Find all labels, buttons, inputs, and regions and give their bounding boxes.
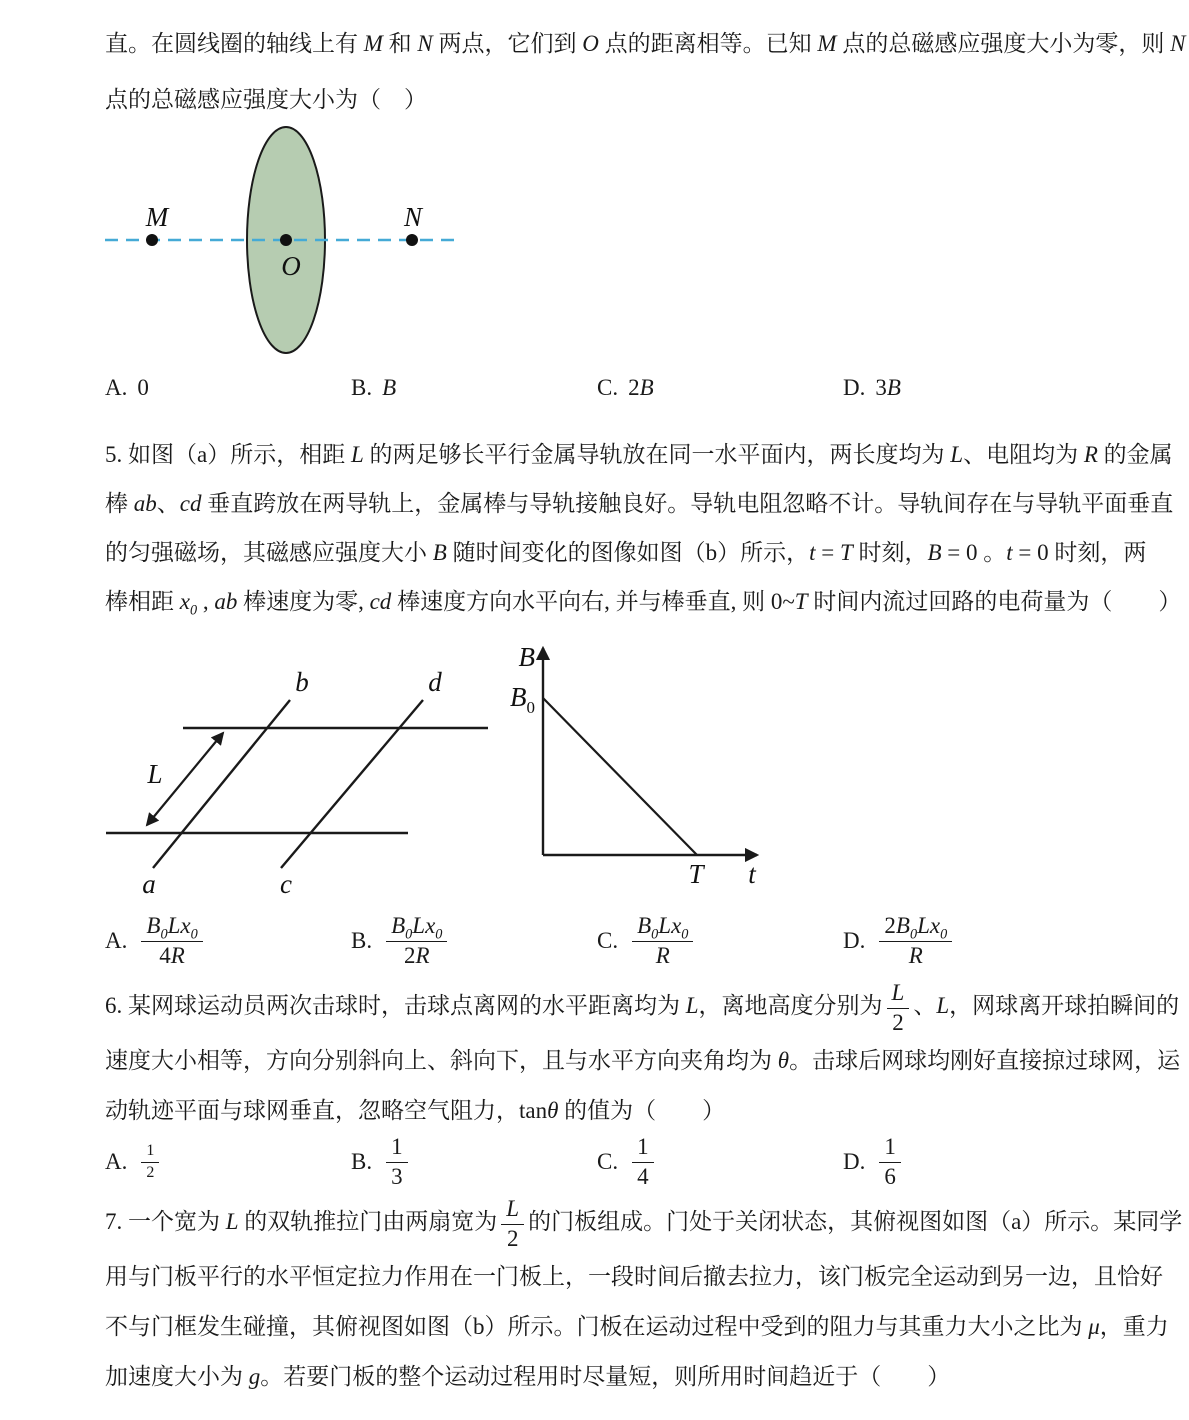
option-label: D. <box>843 928 866 953</box>
option-value <box>382 1134 412 1190</box>
text-segment: 动轨迹平面与球网垂直，忽略空气阻力，tan <box>105 1097 548 1123</box>
option-item <box>843 366 1089 410</box>
option-value <box>628 1134 658 1190</box>
variable: O <box>582 31 599 56</box>
text-segment: 直。在圆线圈的轴线上有 <box>105 31 364 56</box>
subscript: 0 <box>909 926 918 943</box>
option-label: A. <box>105 375 128 400</box>
fraction-numerator <box>141 913 202 942</box>
text-segment: 2 <box>403 943 416 968</box>
variable: M <box>363 31 383 56</box>
graph-x-tick-label: T <box>688 859 704 889</box>
option-label: C. <box>597 1149 619 1174</box>
fraction <box>501 1196 524 1252</box>
text-line <box>105 16 1186 72</box>
bar-end-d-label: d <box>428 667 442 697</box>
variable: θ <box>547 1097 559 1123</box>
text-segment: 6. 某网球运动员两次击球时，击球点离网的水平距离均为 <box>105 993 686 1019</box>
variable: $B_0$ <box>895 913 918 943</box>
bar-cd <box>281 700 423 868</box>
variable: L <box>350 442 364 467</box>
variable: cd <box>369 589 392 614</box>
fraction-denominator <box>892 1009 904 1036</box>
text-line <box>105 577 1182 626</box>
text-segment: 的值为（ ） <box>558 1097 726 1123</box>
text-segment: 棒 <box>105 491 134 516</box>
text-segment: = 0 。 <box>941 540 1007 565</box>
option-value <box>137 913 206 969</box>
variable: $B_0$ <box>637 913 659 943</box>
text-line <box>105 479 1174 528</box>
fraction <box>879 913 952 969</box>
option-value <box>628 375 654 401</box>
text-segment: 、电阻均为 <box>963 442 1084 467</box>
fraction-denominator <box>507 1225 519 1252</box>
text-segment: 。若要门板的整个运动过程用时尽量短，则所用时间趋近于（ ） <box>260 1363 951 1389</box>
fraction <box>141 1142 159 1182</box>
option-item <box>105 366 351 410</box>
text-line <box>105 72 1115 128</box>
text-segment: 不与门框发生碰撞，其俯视图如图（b）所示。门板在运动过程中受到的阻力与其重力大小之比为 <box>105 1313 1089 1339</box>
graph-y-intercept-label <box>510 682 535 717</box>
text-segment: 点的总磁感应强度大小为（ ） <box>105 87 427 112</box>
option-item <box>351 1126 597 1198</box>
bar-end-a-label: a <box>142 869 156 899</box>
variable: L <box>936 993 950 1019</box>
text-segment: 的门板组成。门处于关闭状态，其俯视图如图（a）所示。某同学 <box>528 1209 1183 1235</box>
option-label: C. <box>597 928 619 953</box>
fraction-numerator <box>879 1134 901 1163</box>
option-value <box>875 1134 905 1190</box>
subscript: 0 <box>190 926 198 943</box>
variable: g <box>248 1363 261 1389</box>
text-segment: 2 <box>892 1009 904 1035</box>
variable: R <box>908 943 923 968</box>
text-segment: 棒相距 <box>105 589 180 614</box>
text-segment: 、 <box>156 491 180 516</box>
option-item <box>105 1126 351 1198</box>
option-label: B. <box>351 375 373 400</box>
text-segment: 1 <box>391 1134 403 1160</box>
bar-end-b-label: b <box>295 667 309 697</box>
question-5-text <box>105 430 1182 626</box>
option-label: C. <box>597 375 619 400</box>
text-segment: 1 <box>146 1142 155 1160</box>
fraction <box>141 913 202 969</box>
fraction <box>632 913 693 969</box>
variable: $Lx_0$ <box>412 913 443 943</box>
text-line <box>105 1036 1181 1086</box>
fraction <box>879 1134 901 1190</box>
fraction-numerator <box>501 1196 524 1225</box>
graph-x-axis-label: t <box>748 859 756 889</box>
text-segment: 速度大小相等，方向分别斜向上、斜向下，且与水平方向夹角均为 <box>105 1047 778 1073</box>
text-segment: 的两足够长平行金属导轨放在同一水平面内，两长度均为 <box>363 442 951 467</box>
text-segment: 1 <box>884 1134 896 1160</box>
text-line <box>105 980 1180 1036</box>
variable: B <box>432 540 447 565</box>
fraction <box>887 980 910 1036</box>
variable: T <box>839 540 853 565</box>
text-segment: 两点，它们到 <box>432 31 583 56</box>
b-t-graph-figure <box>505 636 785 891</box>
option-label: A. <box>105 1149 128 1174</box>
graph-data-line <box>543 698 697 855</box>
option-label: D. <box>843 1149 866 1174</box>
variable: $B_0$ <box>391 913 413 943</box>
option-value <box>382 913 451 969</box>
text-segment: ，重力 <box>1099 1313 1169 1339</box>
point-N-dot <box>406 234 418 246</box>
text-segment: 3 <box>875 375 887 400</box>
variable: ab <box>133 491 157 516</box>
point-N-label: N <box>403 202 423 232</box>
point-O-dot <box>280 234 292 246</box>
text-segment: 时间内流过回路的电荷量为（ ） <box>807 589 1182 614</box>
variable: cd <box>179 491 202 516</box>
variable: N <box>1170 31 1186 56</box>
text-segment: 、 <box>913 993 937 1019</box>
text-segment: 棒速度为零, <box>237 589 370 614</box>
variable: B <box>927 540 942 565</box>
variable: L <box>950 442 964 467</box>
variable: θ <box>777 1047 790 1073</box>
option-value <box>875 375 901 401</box>
bar-ab <box>153 700 290 868</box>
fraction-numerator <box>879 913 952 942</box>
text-line <box>105 528 1147 577</box>
question-6-options <box>105 1126 1115 1198</box>
fraction <box>386 1134 408 1190</box>
text-segment: 2 <box>506 1225 519 1251</box>
coil-axis-figure <box>105 122 465 362</box>
point-M-label: M <box>145 202 169 232</box>
fraction-numerator <box>386 1134 408 1163</box>
text-segment: 随时间变化的图像如图（b）所示， <box>446 540 810 565</box>
fraction-denominator <box>159 942 185 969</box>
variable: T <box>794 589 808 614</box>
text-line <box>105 1252 1163 1302</box>
option-item <box>843 903 1089 979</box>
text-segment: 2 <box>884 913 896 939</box>
variable: R <box>655 943 670 968</box>
text-segment: 4 <box>159 943 171 968</box>
fraction-denominator <box>146 1163 154 1182</box>
text-segment: 0 <box>137 375 149 400</box>
question-6-text <box>105 980 1181 1136</box>
option-label: B. <box>351 928 373 953</box>
text-segment: 的匀强磁场，其磁感应强度大小 <box>105 540 433 565</box>
variable: $Lx_0$ <box>658 913 689 943</box>
fraction-denominator <box>391 1163 403 1190</box>
option-item <box>597 1126 843 1198</box>
text-line <box>105 1302 1169 1352</box>
question-4-options <box>105 366 1115 410</box>
fraction-denominator <box>909 942 923 969</box>
text-segment: , <box>197 589 215 614</box>
text-segment: 用与门板平行的水平恒定拉力作用在一门板上，一段时间后撤去拉力，该门板完全运动到另一边，且恰好 <box>105 1263 1163 1289</box>
variable: R <box>415 943 430 968</box>
text-segment: 的双轨推拉门由两扇宽为 <box>238 1209 498 1235</box>
question-5-options <box>105 903 1115 979</box>
fraction-denominator <box>404 942 430 969</box>
variable: R <box>170 943 185 968</box>
option-value <box>382 375 396 401</box>
question-7-text <box>105 1196 1183 1402</box>
text-segment: 时刻， <box>852 540 928 565</box>
fraction <box>632 1134 654 1190</box>
option-value <box>628 913 697 969</box>
text-segment: 的金属 <box>1097 442 1173 467</box>
fraction-denominator <box>656 942 670 969</box>
subscript: 0 <box>651 926 659 943</box>
fraction-denominator <box>884 1163 896 1190</box>
option-label: B. <box>351 1149 373 1174</box>
option-item <box>105 903 351 979</box>
text-line <box>105 1352 1115 1402</box>
text-segment: 2 <box>146 1164 155 1181</box>
text-segment: 4 <box>637 1164 649 1189</box>
variable: $B_0$ <box>146 913 168 943</box>
bar-end-c-label: c <box>280 869 292 899</box>
variable: t <box>1006 540 1013 565</box>
subscript: 0 <box>405 926 413 943</box>
variable: μ <box>1088 1313 1100 1339</box>
option-item <box>843 1126 1089 1198</box>
variable: B <box>382 375 397 400</box>
fraction-numerator <box>632 913 693 942</box>
variable: M <box>817 31 837 56</box>
graph-y-intercept-sub: 0 <box>526 698 535 717</box>
text-segment: 5. 如图（a）所示，相距 <box>105 442 351 467</box>
rails-figure <box>103 641 503 901</box>
option-item <box>351 903 597 979</box>
option-value <box>137 1142 163 1182</box>
option-label: A. <box>105 928 128 953</box>
text-segment: 2 <box>628 375 640 400</box>
variable: $Lx_0$ <box>917 913 948 943</box>
subscript: 0 <box>940 926 948 943</box>
variable: L <box>506 1196 520 1221</box>
point-M-dot <box>146 234 158 246</box>
variable: B <box>886 375 901 400</box>
point-O-label: O <box>281 251 301 281</box>
fraction-denominator <box>637 1163 649 1190</box>
fraction-numerator <box>141 1142 159 1163</box>
variable: t <box>809 540 816 565</box>
graph-y-intercept-main: B <box>510 682 527 712</box>
subscript: 0 <box>189 602 198 619</box>
variable: N <box>417 31 433 56</box>
text-segment: 1 <box>637 1134 649 1160</box>
text-segment: 3 <box>391 1164 403 1189</box>
text-segment: 棒速度方向水平向右, 并与棒垂直, 则 0~ <box>391 589 795 614</box>
variable: L <box>685 993 699 1019</box>
text-segment: 。击球后网球均刚好直接掠过球网，运 <box>789 1047 1181 1073</box>
option-label: D. <box>843 375 866 400</box>
variable: $x_0$ <box>179 589 198 619</box>
text-segment: 和 <box>382 31 418 56</box>
variable: $Lx_0$ <box>167 913 198 943</box>
question-4-continuation-text <box>105 16 1186 128</box>
option-item <box>597 366 843 410</box>
option-value <box>137 375 149 401</box>
fraction <box>386 913 447 969</box>
text-segment: ，网球离开球拍瞬间的 <box>949 993 1180 1019</box>
text-segment: 垂直跨放在两导轨上，金属棒与导轨接触良好。导轨电阻忽略不计。导轨间存在与导轨平面垂直 <box>201 491 1174 516</box>
text-segment: 7. 一个宽为 <box>105 1209 226 1235</box>
subscript: 0 <box>160 926 168 943</box>
option-value <box>875 913 956 969</box>
text-segment: 6 <box>884 1164 896 1189</box>
option-item <box>351 366 597 410</box>
graph-y-axis-label: B <box>518 642 535 672</box>
variable: B <box>639 375 654 400</box>
variable: L <box>891 980 905 1005</box>
text-line <box>105 430 1173 479</box>
variable: ab <box>214 589 238 614</box>
variable: R <box>1083 442 1098 467</box>
fraction-numerator <box>386 913 447 942</box>
text-segment: 点的总磁感应强度大小为零，则 <box>836 31 1171 56</box>
rail-separation-label: L <box>147 759 163 789</box>
option-item <box>597 903 843 979</box>
text-line <box>105 1196 1183 1252</box>
text-segment: = 0 时刻，两 <box>1012 540 1147 565</box>
fraction-numerator <box>887 980 910 1009</box>
subscript: 0 <box>681 926 689 943</box>
variable: L <box>225 1209 239 1235</box>
text-segment: 点的距离相等。已知 <box>598 31 818 56</box>
text-segment: 加速度大小为 <box>105 1363 249 1389</box>
text-segment: = <box>815 540 840 565</box>
text-segment: ，离地高度分别为 <box>698 993 883 1019</box>
fraction-numerator <box>632 1134 654 1163</box>
subscript: 0 <box>435 926 443 943</box>
